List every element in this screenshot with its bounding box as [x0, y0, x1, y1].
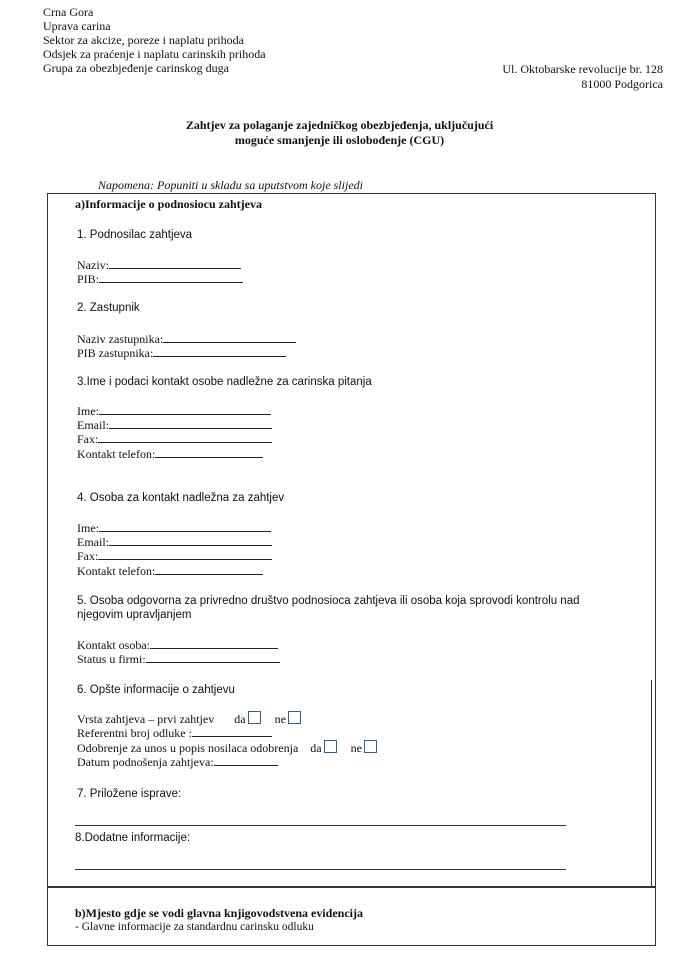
q1-pib-label: PIB:	[77, 272, 100, 286]
q5-kontakt-field[interactable]	[77, 638, 278, 652]
q4-ime-input[interactable]	[99, 521, 271, 532]
q3-tel-label: Kontakt telefon:	[77, 447, 156, 461]
q4-email-input[interactable]	[109, 535, 272, 546]
q4-tel-label: Kontakt telefon:	[77, 564, 156, 578]
form-title-line-1: Zahtjev za polaganje zajedničkog obezbjeđenja, uključujući	[185, 118, 494, 132]
address-street: Ul. Oktobarske revolucije br. 128	[502, 62, 663, 76]
q2-title: 2. Zastupnik	[77, 302, 140, 314]
q6-odobrenje-ne-label: ne	[350, 741, 362, 755]
form-note: Napomena: Popuniti u skladu sa uputstvom koje slijedi	[98, 178, 363, 192]
form-title-line-2: moguće smanjenje ili oslobođenje (CGU)	[234, 133, 445, 147]
q8-title: 8.Dodatne informacije:	[75, 832, 191, 844]
header-line-2: Uprava carina	[43, 19, 111, 33]
q3-fax-field[interactable]	[77, 432, 272, 446]
q1-naziv-field[interactable]	[77, 258, 241, 272]
q2-naziv-field[interactable]	[77, 332, 296, 346]
q5-kontakt-input[interactable]	[150, 638, 278, 649]
q5-kontakt-label: Kontakt osoba:	[77, 638, 150, 652]
q3-email-label: Email:	[77, 418, 109, 432]
q3-tel-input[interactable]	[155, 447, 263, 458]
header-line-3: Sektor za akcize, poreze i naplatu prihoda	[43, 33, 244, 47]
header-line-1: Crna Gora	[43, 5, 94, 19]
q7-answer-line[interactable]	[75, 825, 566, 826]
q4-tel-field[interactable]	[77, 564, 263, 578]
q1-title: 1. Podnosilac zahtjeva	[77, 229, 193, 241]
q6-odobrenje-ne-checkbox[interactable]	[364, 740, 377, 753]
q4-email-field[interactable]	[77, 535, 272, 549]
q2-naziv-label: Naziv zastupnika:	[77, 332, 164, 346]
frame-inner-border	[651, 680, 652, 887]
q6-odobrenje-da-label: da	[310, 741, 322, 755]
q2-pib-label: PIB zastupnika:	[77, 346, 154, 360]
q6-vrsta-ne-label: ne	[274, 712, 286, 726]
section-b-subtext: - Glavne informacije za standardnu carinsku odluku	[75, 921, 314, 933]
q4-fax-field[interactable]	[77, 549, 272, 563]
q5-title-line-2: njegovim upravljanjem	[77, 609, 192, 621]
q3-fax-input[interactable]	[98, 432, 272, 443]
q3-fax-label: Fax:	[77, 432, 99, 446]
q3-ime-input[interactable]	[99, 404, 271, 415]
q4-email-label: Email:	[77, 535, 109, 549]
section-b-heading: b)Mjesto gdje se vodi glavna knjigovodstvena evidencija	[75, 906, 363, 920]
q6-odobrenje-label: Odobrenje za unos u popis nosilaca odobrenja	[77, 741, 299, 755]
q5-status-input[interactable]	[146, 652, 280, 663]
q6-referentni-label: Referentni broj odluke :	[77, 726, 192, 740]
q6-vrsta-row	[77, 711, 301, 726]
q6-vrsta-ne-checkbox[interactable]	[288, 711, 301, 724]
q2-naziv-input[interactable]	[163, 332, 296, 343]
address-city: 81000 Podgorica	[581, 77, 663, 91]
q1-naziv-label: Naziv:	[77, 258, 109, 272]
header-line-4: Odsjek za praćenje i naplatu carinskih prihoda	[43, 47, 266, 61]
q1-naziv-input[interactable]	[109, 258, 241, 269]
q6-odobrenje-row	[77, 740, 377, 755]
q2-pib-field[interactable]	[77, 346, 286, 360]
q3-title: 3.Ime i podaci kontakt osobe nadležne za carinska pitanja	[77, 376, 372, 388]
q7-title: 7. Priložene isprave:	[77, 788, 182, 800]
q3-email-field[interactable]	[77, 418, 272, 432]
q6-vrsta-da-checkbox[interactable]	[248, 711, 261, 724]
q4-fax-input[interactable]	[98, 549, 272, 560]
q4-title: 4. Osoba za kontakt nadležna za zahtjev	[77, 492, 285, 504]
q6-vrsta-label: Vrsta zahtjeva – prvi zahtjev	[77, 712, 215, 726]
q6-referentni-input[interactable]	[192, 726, 272, 737]
header-line-5: Grupa za obezbjeđenje carinskog duga	[43, 61, 229, 75]
q4-fax-label: Fax:	[77, 549, 99, 563]
q8-answer-line[interactable]	[75, 869, 566, 870]
q6-datum-label: Datum podnošenja zahtjeva:	[77, 755, 214, 769]
q3-email-input[interactable]	[109, 418, 272, 429]
q6-referentni-field[interactable]	[77, 726, 272, 740]
q1-pib-field[interactable]	[77, 272, 243, 286]
q6-title: 6. Opšte informacije o zahtjevu	[77, 684, 235, 696]
q6-datum-field[interactable]	[77, 755, 278, 769]
q6-datum-input[interactable]	[214, 755, 278, 766]
q2-pib-input[interactable]	[153, 346, 286, 357]
q1-pib-input[interactable]	[99, 272, 243, 283]
q5-status-field[interactable]	[77, 652, 280, 666]
q6-vrsta-da-label: da	[234, 712, 246, 726]
q4-tel-input[interactable]	[155, 564, 263, 575]
q4-ime-label: Ime:	[77, 521, 99, 535]
q4-ime-field[interactable]	[77, 521, 271, 535]
q3-ime-label: Ime:	[77, 404, 99, 418]
q3-ime-field[interactable]	[77, 404, 271, 418]
q5-title-line-1: 5. Osoba odgovorna za privredno društvo podnosioca zahtjeva ili osoba koja sprovodi kontrolu nad	[77, 595, 580, 607]
q6-odobrenje-da-checkbox[interactable]	[324, 740, 337, 753]
q3-tel-field[interactable]	[77, 447, 263, 461]
q5-status-label: Status u firmi:	[77, 652, 146, 666]
section-a-heading: a)Informacije o podnosiocu zahtjeva	[75, 197, 262, 211]
